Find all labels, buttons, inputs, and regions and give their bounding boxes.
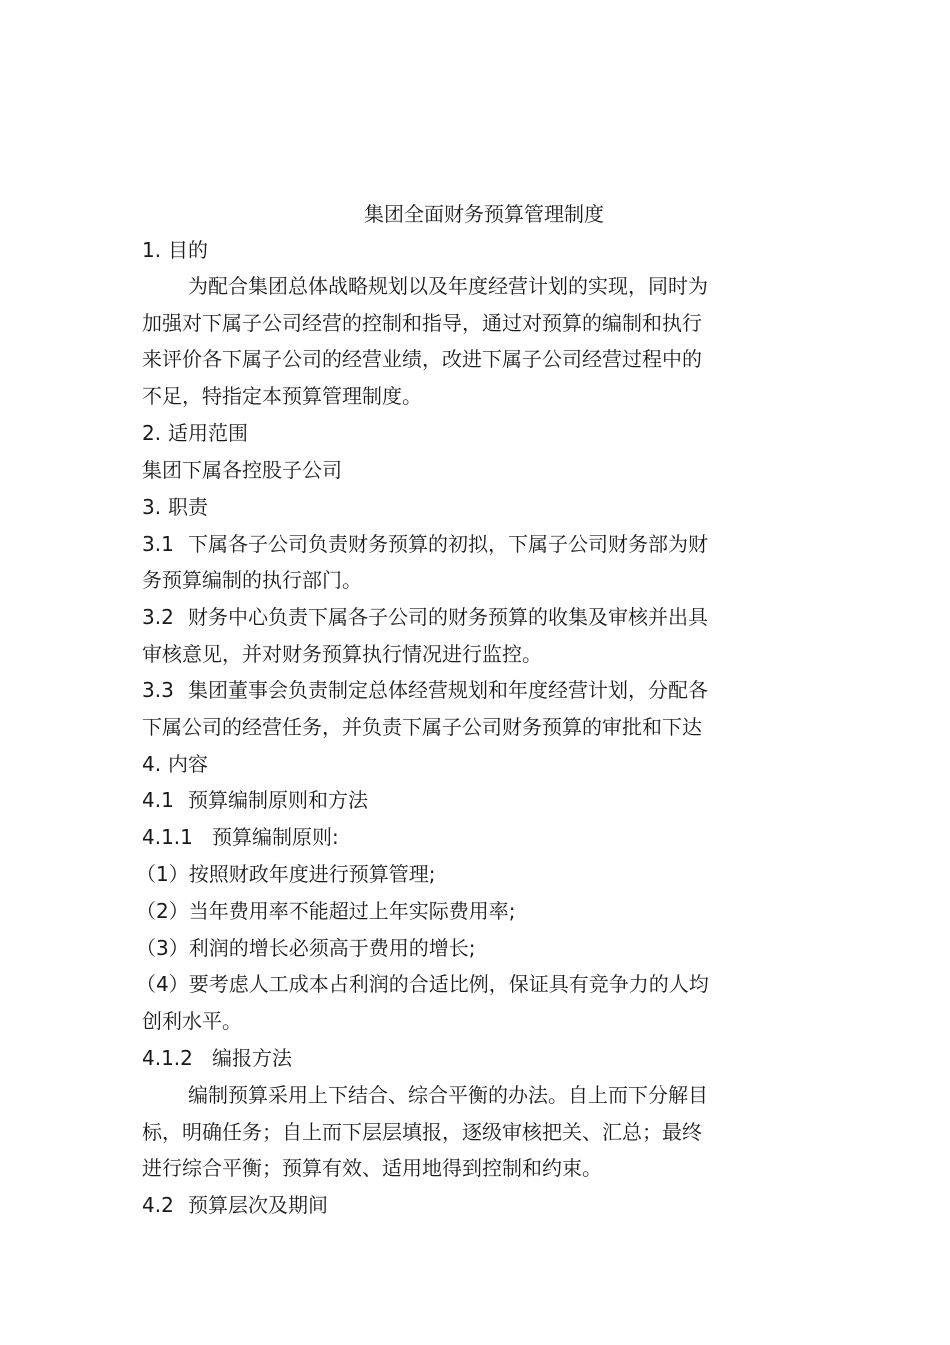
clause-3-1 [142,530,762,558]
section-3-heading [142,493,762,521]
clause-4-1 [142,786,762,814]
clause-4-1-1 [142,823,762,851]
clause-3-3 [142,676,762,704]
section-title: 内容 [168,752,208,776]
clause-title: 预算层次及期间 [188,1193,328,1217]
paragraph-line: 进行综合平衡；预算有效、适用地得到控制和约束。 [142,1156,602,1180]
section-title: 职责 [168,495,208,519]
paragraph-line: 审核意见，并对财务预算执行情况进行监控。 [142,642,542,666]
clause-text: 集团董事会负责制定总体经营规划和年度经营计划，分配各 [188,678,708,702]
clause-text: 下属各子公司负责财务预算的初拟，下属子公司财务部为财 [188,532,708,556]
clause-title: 编报方法 [212,1046,292,1070]
clause-number: 4.1.1 [142,825,193,849]
section-title: 适用范围 [168,421,248,445]
clause-title: 预算编制原则: [212,825,339,849]
principle-item: （1）按照财政年度进行预算管理; [136,862,436,886]
section-title: 目的 [168,238,208,262]
paragraph-line: 不足，特指定本预算管理制度。 [142,384,422,408]
section-number: 3. [142,495,162,519]
section-2-heading [142,419,762,447]
paragraph-line: 为配合集团总体战略规划以及年度经营计划的实现，同时为 [188,274,708,298]
clause-number: 3.1 [142,532,174,556]
clause-number: 3.2 [142,605,174,629]
principle-item: （2）当年费用率不能超过上年实际费用率; [136,899,516,923]
clause-text: 财务中心负责下属各子公司的财务预算的收集及审核并出具 [188,605,708,629]
section-number: 4. [142,752,162,776]
clause-number: 4.1 [142,788,174,812]
principle-item: （3）利润的增长必须高于费用的增长; [136,936,476,960]
principle-item: （4）要考虑人工成本占利润的合适比例，保证具有竞争力的人均 [136,972,709,996]
clause-number: 3.3 [142,678,174,702]
paragraph-line: 来评价各下属子公司的经营业绩，改进下属子公司经营过程中的 [142,347,702,371]
section-number: 1. [142,238,162,262]
document-title: 集团全面财务预算管理制度 [364,202,604,226]
section-1-heading [142,236,762,264]
clause-number: 4.2 [142,1193,174,1217]
paragraph-line: 加强对下属子公司经营的控制和指导，通过对预算的编制和执行 [142,311,702,335]
clause-title: 预算编制原则和方法 [188,788,368,812]
paragraph-line: 下属公司的经营任务，并负责下属子公司财务预算的审批和下达 [142,715,702,739]
clause-3-2 [142,603,762,631]
paragraph-line: 集团下属各控股子公司 [142,458,342,482]
paragraph-line: 务预算编制的执行部门。 [142,568,362,592]
clause-4-1-2 [142,1044,762,1072]
section-number: 2. [142,421,162,445]
clause-number: 4.1.2 [142,1046,193,1070]
clause-4-2 [142,1191,762,1219]
paragraph-line: 标，明确任务；自上而下层层填报，逐级审核把关、汇总；最终 [142,1120,702,1144]
paragraph-line: 编制预算采用上下结合、综合平衡的办法。自上而下分解目 [188,1083,708,1107]
paragraph-line: 创利水平。 [142,1009,242,1033]
section-4-heading [142,750,762,778]
